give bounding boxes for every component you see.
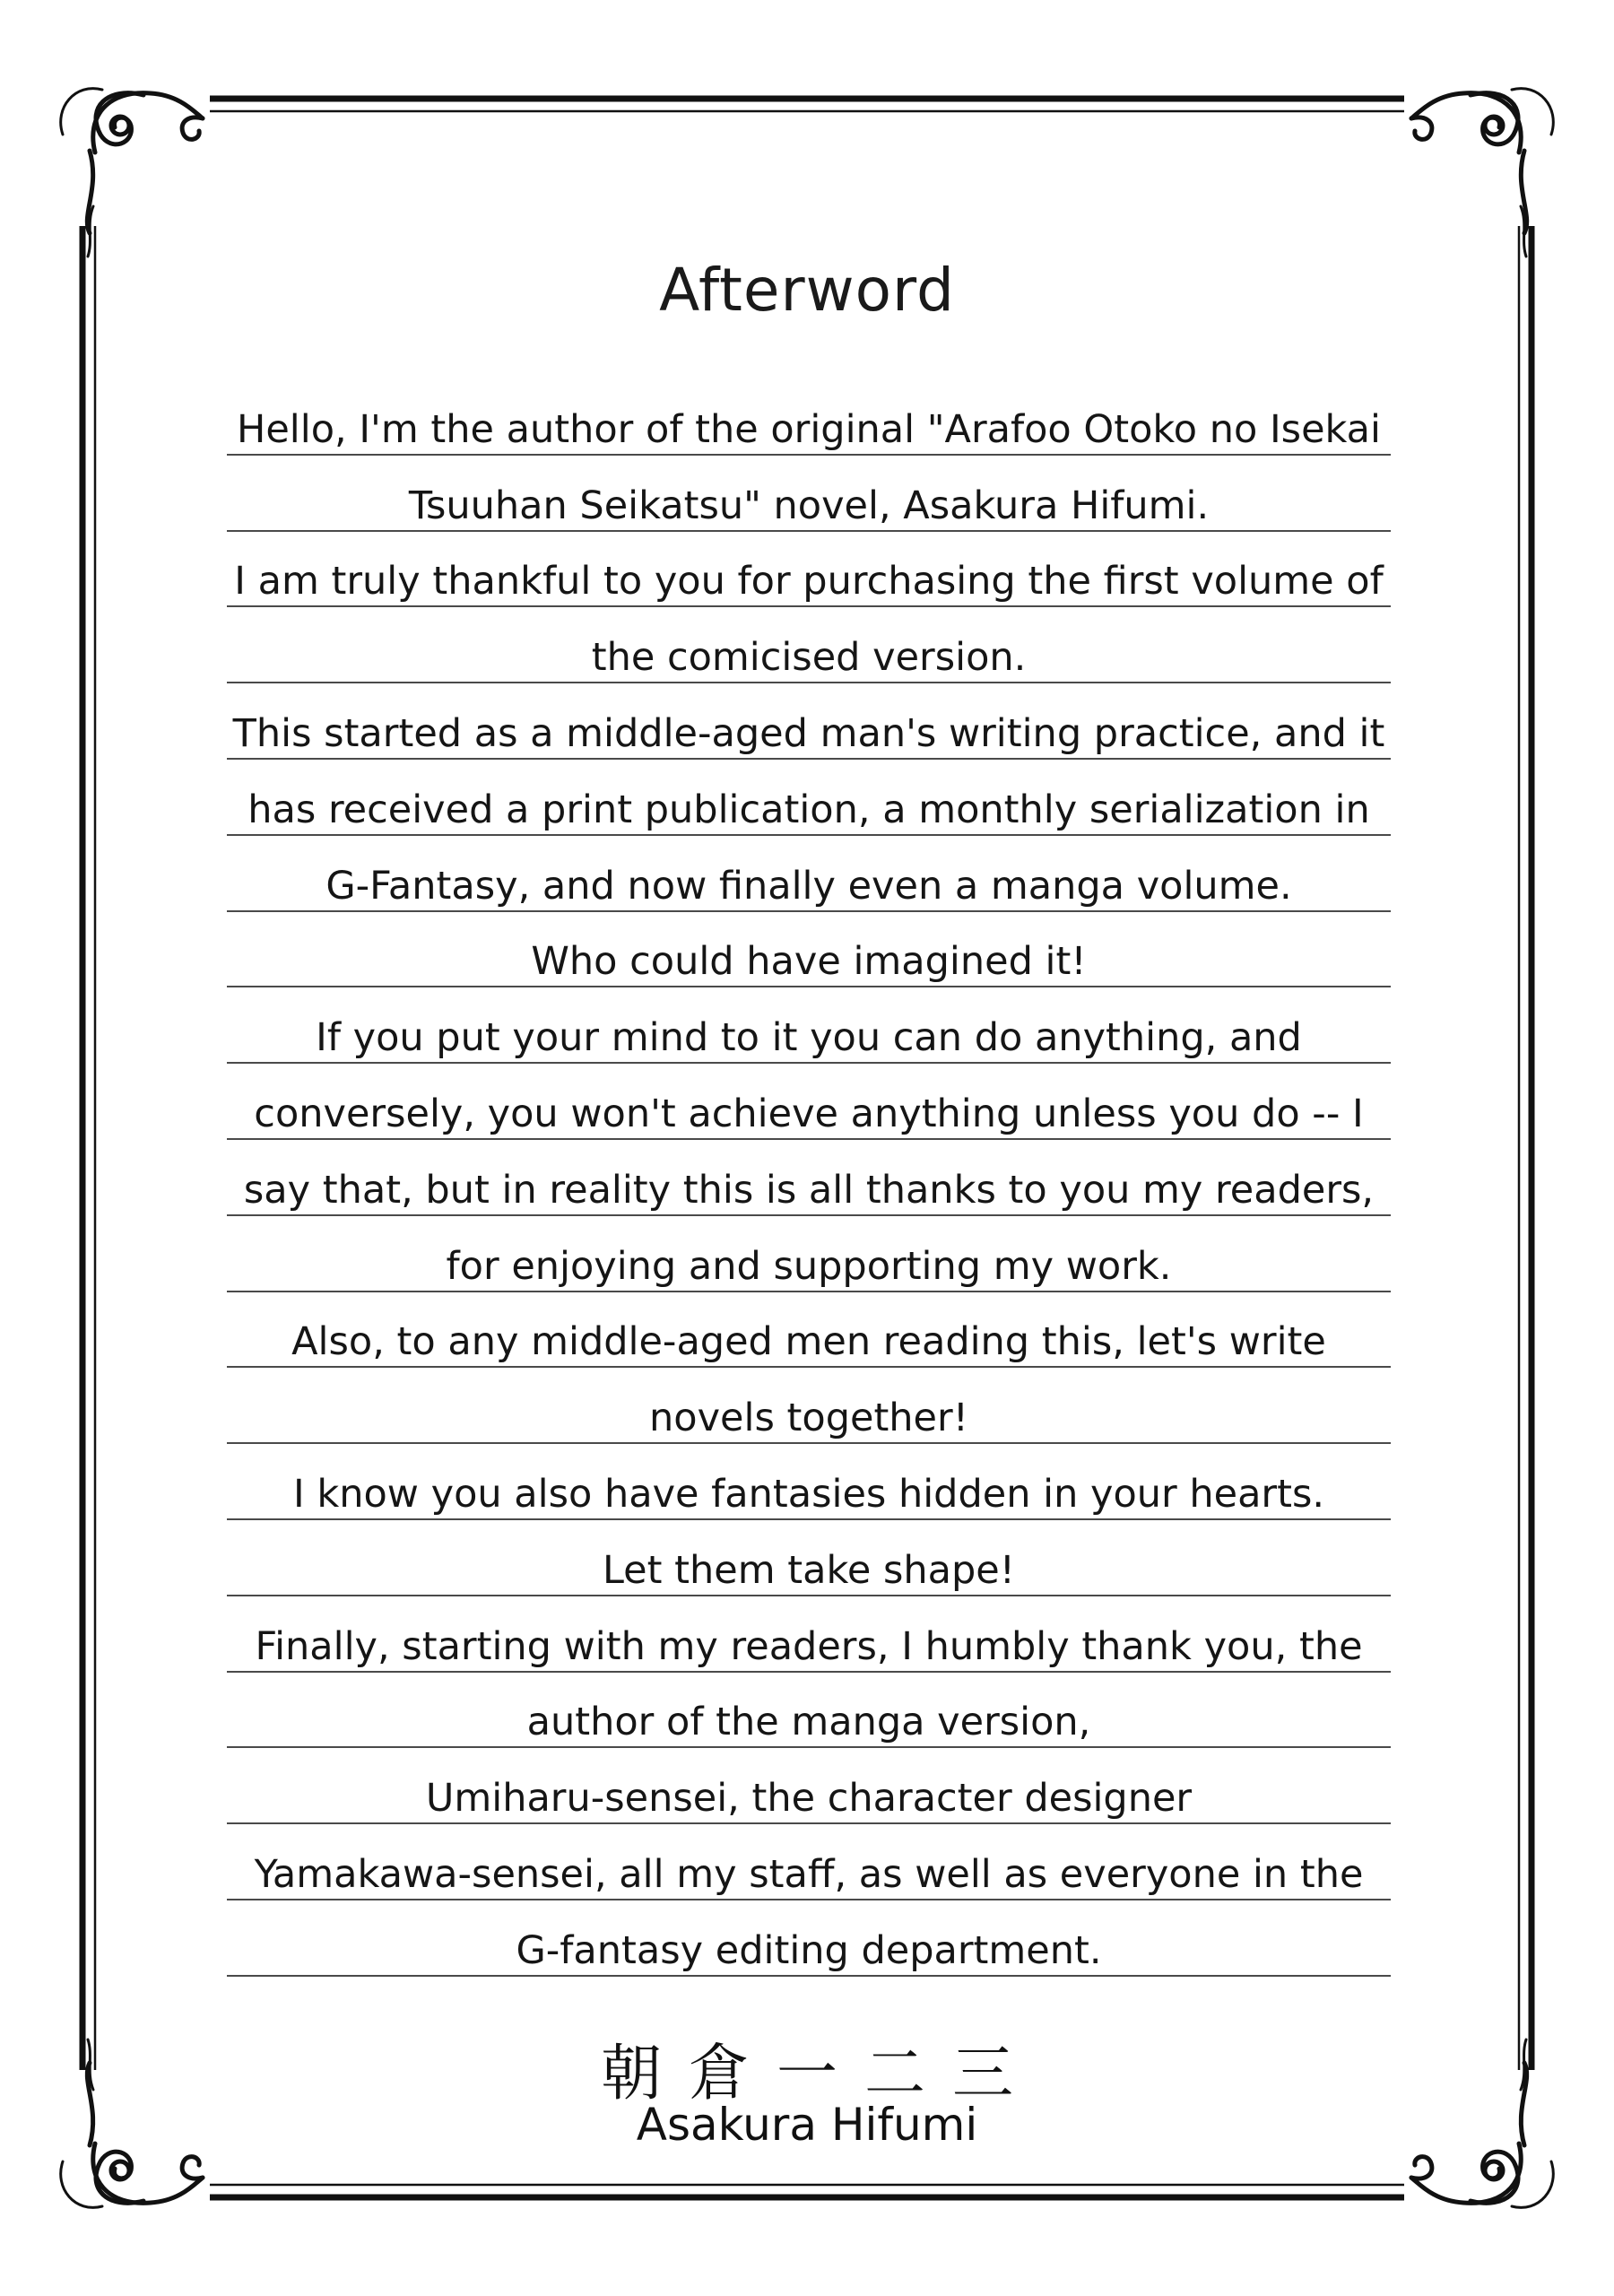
body-text-line: for enjoying and supporting my work. [446, 1243, 1172, 1289]
ruled-line [227, 683, 1391, 760]
body-text-line: This started as a middle-aged man's writing practice, and it [232, 710, 1385, 756]
body-text-line: say that, but in reality this is all thanks to you my readers, [243, 1167, 1375, 1213]
ruled-line [227, 532, 1391, 608]
body-text-line: Hello, I'm the author of the original "Arafoo Otoko no Isekai [237, 406, 1381, 452]
body-text-line: Let them take shape! [602, 1547, 1015, 1593]
body-text-line: Finally, starting with my readers, I humbly thank you, the [255, 1623, 1363, 1669]
ruled-line [227, 1368, 1391, 1444]
ruled-line [227, 1064, 1391, 1140]
body-text-line: has received a print publication, a monthly serialization in [247, 787, 1370, 832]
body-text-line: Yamakawa-sensei, all my staff, as well as everyone in the [254, 1851, 1364, 1897]
ruled-line [227, 836, 1391, 912]
ruled-line [227, 987, 1391, 1064]
page-title: Afterword [659, 256, 955, 325]
body-text-line: G-fantasy editing department. [516, 1927, 1102, 1973]
ruled-line [227, 912, 1391, 988]
signature-japanese: 朝倉一二三 [600, 2039, 1040, 2109]
body-text-line: Umiharu-sensei, the character designer [425, 1776, 1193, 1822]
body-text-line: G-Fantasy, and now finally even a manga volume. [325, 863, 1292, 909]
body-text-line: conversely, you won't achieve anything unless you do -- I [254, 1091, 1364, 1136]
ruled-line [227, 1140, 1391, 1216]
ruled-line [227, 1520, 1391, 1596]
body-text-line: I am truly thankful to you for purchasing the first volume of [234, 559, 1384, 604]
ruled-line [227, 379, 1391, 456]
ruled-line [227, 1748, 1391, 1824]
body-text-line: Tsuuhan Seikatsu" novel, Asakura Hifumi. [408, 483, 1210, 528]
body-text-line: Who could have imagined it! [531, 939, 1087, 985]
ruled-line [227, 1900, 1391, 1977]
ruled-line [227, 760, 1391, 836]
ruled-line [227, 1292, 1391, 1369]
afterword-body [227, 379, 1391, 1977]
body-text-line: novels together! [649, 1396, 968, 1441]
ruled-line [227, 456, 1391, 532]
ruled-line [227, 1216, 1391, 1292]
ruled-line [227, 1596, 1391, 1673]
body-text-line: If you put your mind to it you can do anything, and [316, 1015, 1302, 1061]
body-text-line: Also, to any middle-aged men reading this, let's write [291, 1319, 1326, 1365]
body-text-line: I know you also have fantasies hidden in your hearts. [292, 1471, 1325, 1517]
ruled-line [227, 607, 1391, 683]
ruled-line [227, 1824, 1391, 1900]
body-text-line: the comicised version. [591, 635, 1027, 681]
signature-romaji: Asakura Hifumi [636, 2099, 978, 2151]
ruled-line [227, 1673, 1391, 1749]
ruled-line [227, 1444, 1391, 1520]
body-text-line: author of the manga version, [526, 1700, 1091, 1745]
underline-rule [227, 1975, 1391, 1977]
